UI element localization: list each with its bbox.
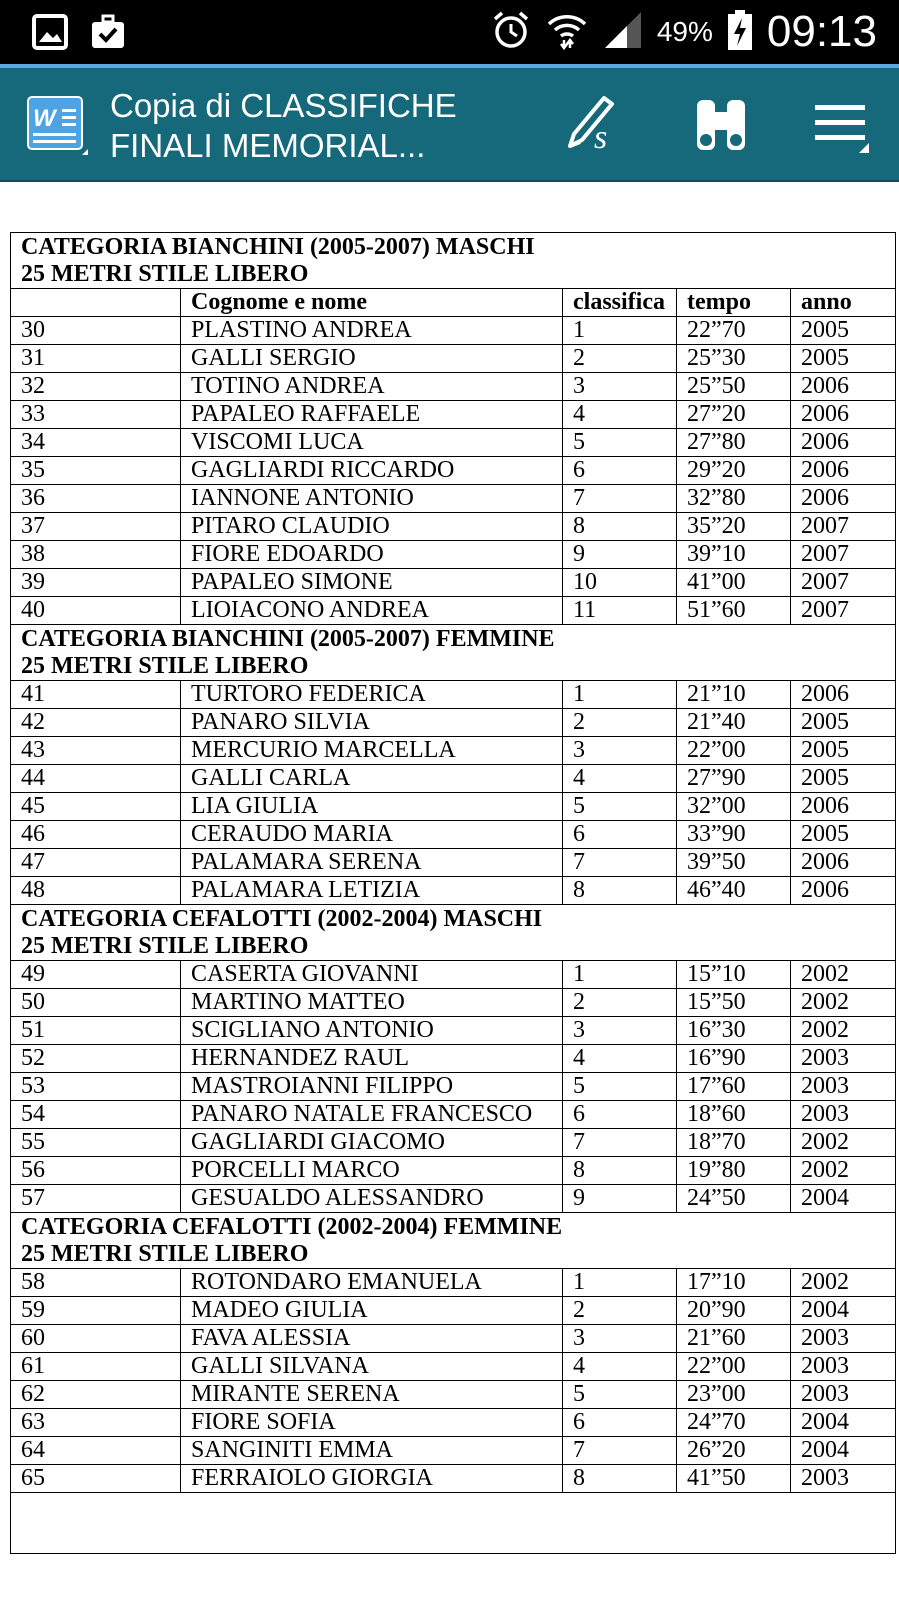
- cell-year: 2005: [791, 737, 896, 765]
- table-row: [11, 1073, 896, 1101]
- cell-rank: 9: [563, 1185, 677, 1213]
- cell-year: 2002: [791, 961, 896, 989]
- menu-icon: [811, 95, 871, 155]
- cell-rank: 7: [563, 1129, 677, 1157]
- cell-name: MIRANTE SERENA: [181, 1381, 563, 1409]
- cell-num: 36: [11, 485, 181, 513]
- edit-button[interactable]: [560, 90, 630, 160]
- cell-name: PLASTINO ANDREA: [181, 317, 563, 345]
- cell-year: 2004: [791, 1297, 896, 1325]
- table-header-row: [11, 289, 896, 317]
- wifi-icon: [545, 10, 589, 55]
- svg-text:s: s: [594, 119, 608, 156]
- battery-charging-icon: [727, 10, 753, 55]
- cell-year: 2005: [791, 345, 896, 373]
- header-name: Cognome e nome: [181, 289, 563, 317]
- find-button[interactable]: [686, 90, 756, 160]
- cell-num: 37: [11, 513, 181, 541]
- cell-rank: 5: [563, 793, 677, 821]
- document-view[interactable]: [0, 182, 899, 1599]
- category-title: [11, 905, 896, 961]
- cell-name: GESUALDO ALESSANDRO: [181, 1185, 563, 1213]
- alarm-icon: [491, 10, 531, 55]
- cell-name: CERAUDO MARIA: [181, 821, 563, 849]
- table-row: [11, 1157, 896, 1185]
- cell-num: 49: [11, 961, 181, 989]
- cell-time: 17”60: [677, 1073, 791, 1101]
- cell-rank: 7: [563, 849, 677, 877]
- signal-icon: [603, 10, 643, 55]
- cell-rank: 8: [563, 1465, 677, 1493]
- edit-icon: [564, 94, 626, 156]
- cell-rank: 1: [563, 317, 677, 345]
- cell-rank: 8: [563, 513, 677, 541]
- cell-num: 50: [11, 989, 181, 1017]
- binoculars-icon: [693, 94, 749, 156]
- cell-num: 56: [11, 1157, 181, 1185]
- cell-time: 21”10: [677, 681, 791, 709]
- table-row: [11, 513, 896, 541]
- cell-year: 2003: [791, 1465, 896, 1493]
- cell-time: 32”80: [677, 485, 791, 513]
- category-row: [11, 625, 896, 681]
- cell-name: GAGLIARDI RICCARDO: [181, 457, 563, 485]
- category-title: [11, 625, 896, 681]
- cell-rank: 2: [563, 989, 677, 1017]
- cell-name: GALLI SERGIO: [181, 345, 563, 373]
- cell-name: FERRAIOLO GIORGIA: [181, 1465, 563, 1493]
- cell-num: 55: [11, 1129, 181, 1157]
- cell-rank: 6: [563, 457, 677, 485]
- cell-num: 48: [11, 877, 181, 905]
- table-row: [11, 597, 896, 625]
- cell-name: PALAMARA LETIZIA: [181, 877, 563, 905]
- table-row: [11, 1017, 896, 1045]
- cell-time: 23”00: [677, 1381, 791, 1409]
- cell-year: 2002: [791, 1129, 896, 1157]
- cell-time: 16”90: [677, 1045, 791, 1073]
- cell-time: 29”20: [677, 457, 791, 485]
- table-row: [11, 1437, 896, 1465]
- table-row: [11, 401, 896, 429]
- category-title: [11, 233, 896, 289]
- cell-name: MERCURIO MARCELLA: [181, 737, 563, 765]
- table-row: [11, 1381, 896, 1409]
- cell-name: PORCELLI MARCO: [181, 1157, 563, 1185]
- cell-time: 26”20: [677, 1437, 791, 1465]
- cell-rank: 7: [563, 485, 677, 513]
- table-row: [11, 1269, 896, 1297]
- cell-num: 35: [11, 457, 181, 485]
- cell-time: 41”00: [677, 569, 791, 597]
- cell-rank: 4: [563, 765, 677, 793]
- cell-year: 2003: [791, 1073, 896, 1101]
- cell-year: 2003: [791, 1381, 896, 1409]
- table-row: [11, 849, 896, 877]
- cell-year: 2007: [791, 569, 896, 597]
- table-row: [11, 569, 896, 597]
- cell-time: 39”10: [677, 541, 791, 569]
- cell-num: 41: [11, 681, 181, 709]
- cell-rank: 3: [563, 1325, 677, 1353]
- cell-time: 22”70: [677, 317, 791, 345]
- cell-name: PANARO SILVIA: [181, 709, 563, 737]
- cell-year: 2006: [791, 793, 896, 821]
- cell-rank: 3: [563, 373, 677, 401]
- cell-num: 31: [11, 345, 181, 373]
- event-name: 25 METRI STILE LIBERO: [21, 1241, 309, 1267]
- cell-rank: 7: [563, 1437, 677, 1465]
- cell-name: GALLI SILVANA: [181, 1353, 563, 1381]
- cell-name: FIORE SOFIA: [181, 1409, 563, 1437]
- cell-time: 25”30: [677, 345, 791, 373]
- cell-year: 2006: [791, 849, 896, 877]
- cell-year: 2004: [791, 1437, 896, 1465]
- document-title-line1: Copia di CLASSIFICHE: [110, 87, 457, 124]
- cell-time: 41”50: [677, 1465, 791, 1493]
- table-row: [11, 457, 896, 485]
- cell-name: MADEO GIULIA: [181, 1297, 563, 1325]
- cell-num: 54: [11, 1101, 181, 1129]
- cell-rank: 10: [563, 569, 677, 597]
- cell-num: 63: [11, 1409, 181, 1437]
- cell-name: LIOIACONO ANDREA: [181, 597, 563, 625]
- cell-time: 25”50: [677, 373, 791, 401]
- cell-time: 19”80: [677, 1157, 791, 1185]
- cell-num: 38: [11, 541, 181, 569]
- cell-time: 32”00: [677, 793, 791, 821]
- cell-num: 40: [11, 597, 181, 625]
- cell-time: 24”70: [677, 1409, 791, 1437]
- cell-name: PANARO NATALE FRANCESCO: [181, 1101, 563, 1129]
- table-row: [11, 1353, 896, 1381]
- blank-cell: [11, 1493, 896, 1554]
- cell-num: 62: [11, 1381, 181, 1409]
- cell-time: 27”20: [677, 401, 791, 429]
- cell-year: 2006: [791, 457, 896, 485]
- document-title-line2: FINALI MEMORIAL...: [110, 127, 426, 164]
- briefcase-check-icon: [90, 14, 126, 55]
- table-row: [11, 793, 896, 821]
- table-row: [11, 821, 896, 849]
- cell-year: 2005: [791, 709, 896, 737]
- table-row: [11, 317, 896, 345]
- table-row: [11, 1045, 896, 1073]
- battery-percent: 49%: [656, 16, 713, 47]
- cell-name: HERNANDEZ RAUL: [181, 1045, 563, 1073]
- cell-rank: 1: [563, 1269, 677, 1297]
- cell-time: 22”00: [677, 737, 791, 765]
- cell-year: 2006: [791, 485, 896, 513]
- table-row: [11, 541, 896, 569]
- category-row: [11, 905, 896, 961]
- gallery-icon: [32, 14, 68, 55]
- document-title: [110, 86, 530, 166]
- cell-time: 39”50: [677, 849, 791, 877]
- cell-time: 15”10: [677, 961, 791, 989]
- cell-time: 46”40: [677, 877, 791, 905]
- cell-year: 2003: [791, 1353, 896, 1381]
- table-row: [11, 877, 896, 905]
- header-year: anno: [791, 289, 896, 317]
- cell-time: 24”50: [677, 1185, 791, 1213]
- cell-num: 43: [11, 737, 181, 765]
- cell-time: 18”60: [677, 1101, 791, 1129]
- cell-rank: 6: [563, 821, 677, 849]
- cell-num: 45: [11, 793, 181, 821]
- cell-year: 2004: [791, 1185, 896, 1213]
- cell-name: PAPALEO SIMONE: [181, 569, 563, 597]
- table-row: [11, 681, 896, 709]
- cell-num: 58: [11, 1269, 181, 1297]
- table-row: [11, 1297, 896, 1325]
- app-bar: [0, 68, 899, 182]
- cell-num: 46: [11, 821, 181, 849]
- cell-rank: 3: [563, 1017, 677, 1045]
- event-name: 25 METRI STILE LIBERO: [21, 261, 309, 287]
- cell-rank: 5: [563, 429, 677, 457]
- cell-rank: 2: [563, 709, 677, 737]
- cell-name: MARTINO MATTEO: [181, 989, 563, 1017]
- cell-num: 34: [11, 429, 181, 457]
- cell-rank: 6: [563, 1101, 677, 1129]
- cell-year: 2005: [791, 821, 896, 849]
- cell-rank: 4: [563, 401, 677, 429]
- cell-rank: 4: [563, 1045, 677, 1073]
- cell-num: 65: [11, 1465, 181, 1493]
- cell-num: 60: [11, 1325, 181, 1353]
- cell-year: 2002: [791, 1017, 896, 1045]
- cell-year: 2002: [791, 1157, 896, 1185]
- cell-num: 44: [11, 765, 181, 793]
- cell-name: MASTROIANNI FILIPPO: [181, 1073, 563, 1101]
- cell-rank: 9: [563, 541, 677, 569]
- cell-num: 52: [11, 1045, 181, 1073]
- table-row: [11, 1325, 896, 1353]
- table-row: [11, 345, 896, 373]
- table-row: [11, 1409, 896, 1437]
- cell-name: PITARO CLAUDIO: [181, 513, 563, 541]
- cell-time: 27”90: [677, 765, 791, 793]
- cell-rank: 8: [563, 1157, 677, 1185]
- cell-time: 17”10: [677, 1269, 791, 1297]
- category-name: CATEGORIA BIANCHINI (2005-2007) MASCHI: [21, 234, 535, 260]
- cell-name: SCIGLIANO ANTONIO: [181, 1017, 563, 1045]
- cell-year: 2007: [791, 513, 896, 541]
- cell-name: FIORE EDOARDO: [181, 541, 563, 569]
- cell-rank: 6: [563, 1409, 677, 1437]
- cell-year: 2003: [791, 1045, 896, 1073]
- event-name: 25 METRI STILE LIBERO: [21, 653, 309, 679]
- category-name: CATEGORIA BIANCHINI (2005-2007) FEMMINE: [21, 626, 555, 652]
- cell-name: GAGLIARDI GIACOMO: [181, 1129, 563, 1157]
- cell-num: 61: [11, 1353, 181, 1381]
- cell-rank: 2: [563, 345, 677, 373]
- cell-num: 30: [11, 317, 181, 345]
- header-time: tempo: [677, 289, 791, 317]
- table-row: [11, 1185, 896, 1213]
- table-row: [11, 373, 896, 401]
- cell-name: TURTORO FEDERICA: [181, 681, 563, 709]
- table-row: [11, 737, 896, 765]
- cell-year: 2006: [791, 401, 896, 429]
- cell-name: TOTINO ANDREA: [181, 373, 563, 401]
- category-title: [11, 1213, 896, 1269]
- cell-num: 42: [11, 709, 181, 737]
- cell-year: 2005: [791, 765, 896, 793]
- table-row: [11, 1101, 896, 1129]
- cell-time: 51”60: [677, 597, 791, 625]
- table-row: [11, 765, 896, 793]
- cell-time: 33”90: [677, 821, 791, 849]
- cell-time: 21”40: [677, 709, 791, 737]
- cell-time: 20”90: [677, 1297, 791, 1325]
- cell-time: 21”60: [677, 1325, 791, 1353]
- cell-name: GALLI CARLA: [181, 765, 563, 793]
- category-name: CATEGORIA CEFALOTTI (2002-2004) MASCHI: [21, 906, 543, 932]
- cell-rank: 11: [563, 597, 677, 625]
- cell-year: 2006: [791, 681, 896, 709]
- clock: 09:13: [766, 7, 877, 56]
- header-num: [11, 289, 181, 317]
- category-row: [11, 1213, 896, 1269]
- cell-num: 53: [11, 1073, 181, 1101]
- cell-time: 16”30: [677, 1017, 791, 1045]
- cell-time: 15”50: [677, 989, 791, 1017]
- cell-year: 2007: [791, 597, 896, 625]
- cell-num: 51: [11, 1017, 181, 1045]
- table-row: [11, 1465, 896, 1493]
- cell-name: PAPALEO RAFFAELE: [181, 401, 563, 429]
- table-row: [11, 989, 896, 1017]
- blank-row: [11, 1493, 896, 1554]
- table-row: [11, 1129, 896, 1157]
- cell-name: PALAMARA SERENA: [181, 849, 563, 877]
- cell-rank: 1: [563, 961, 677, 989]
- cell-name: SANGINITI EMMA: [181, 1437, 563, 1465]
- table-row: [11, 429, 896, 457]
- table-row: [11, 485, 896, 513]
- cell-num: 39: [11, 569, 181, 597]
- cell-year: 2003: [791, 1325, 896, 1353]
- cell-time: 22”00: [677, 1353, 791, 1381]
- cell-time: 18”70: [677, 1129, 791, 1157]
- status-bar: [0, 0, 899, 64]
- cell-year: 2003: [791, 1101, 896, 1129]
- cell-name: IANNONE ANTONIO: [181, 485, 563, 513]
- cell-rank: 2: [563, 1297, 677, 1325]
- cell-time: 27”80: [677, 429, 791, 457]
- cell-year: 2006: [791, 877, 896, 905]
- cell-year: 2002: [791, 989, 896, 1017]
- cell-year: 2002: [791, 1269, 896, 1297]
- cell-num: 33: [11, 401, 181, 429]
- cell-rank: 5: [563, 1073, 677, 1101]
- cell-year: 2006: [791, 373, 896, 401]
- table-row: [11, 961, 896, 989]
- cell-time: 35”20: [677, 513, 791, 541]
- cell-rank: 5: [563, 1381, 677, 1409]
- category-row: [11, 233, 896, 289]
- cell-rank: 4: [563, 1353, 677, 1381]
- cell-name: FAVA ALESSIA: [181, 1325, 563, 1353]
- cell-year: 2004: [791, 1409, 896, 1437]
- cell-name: ROTONDARO EMANUELA: [181, 1269, 563, 1297]
- cell-name: VISCOMI LUCA: [181, 429, 563, 457]
- cell-rank: 1: [563, 681, 677, 709]
- cell-num: 47: [11, 849, 181, 877]
- table-row: [11, 709, 896, 737]
- cell-num: 32: [11, 373, 181, 401]
- results-table: [10, 232, 896, 1554]
- word-document-icon[interactable]: [26, 93, 86, 155]
- cell-num: 59: [11, 1297, 181, 1325]
- cell-name: LIA GIULIA: [181, 793, 563, 821]
- menu-button[interactable]: [806, 90, 876, 160]
- cell-year: 2007: [791, 541, 896, 569]
- cell-name: CASERTA GIOVANNI: [181, 961, 563, 989]
- event-name: 25 METRI STILE LIBERO: [21, 933, 309, 959]
- svg-text:W: W: [33, 105, 56, 132]
- category-name: CATEGORIA CEFALOTTI (2002-2004) FEMMINE: [21, 1214, 563, 1240]
- cell-num: 64: [11, 1437, 181, 1465]
- cell-rank: 3: [563, 737, 677, 765]
- cell-rank: 8: [563, 877, 677, 905]
- header-rank: classifica: [563, 289, 677, 317]
- cell-num: 57: [11, 1185, 181, 1213]
- cell-year: 2006: [791, 429, 896, 457]
- cell-year: 2005: [791, 317, 896, 345]
